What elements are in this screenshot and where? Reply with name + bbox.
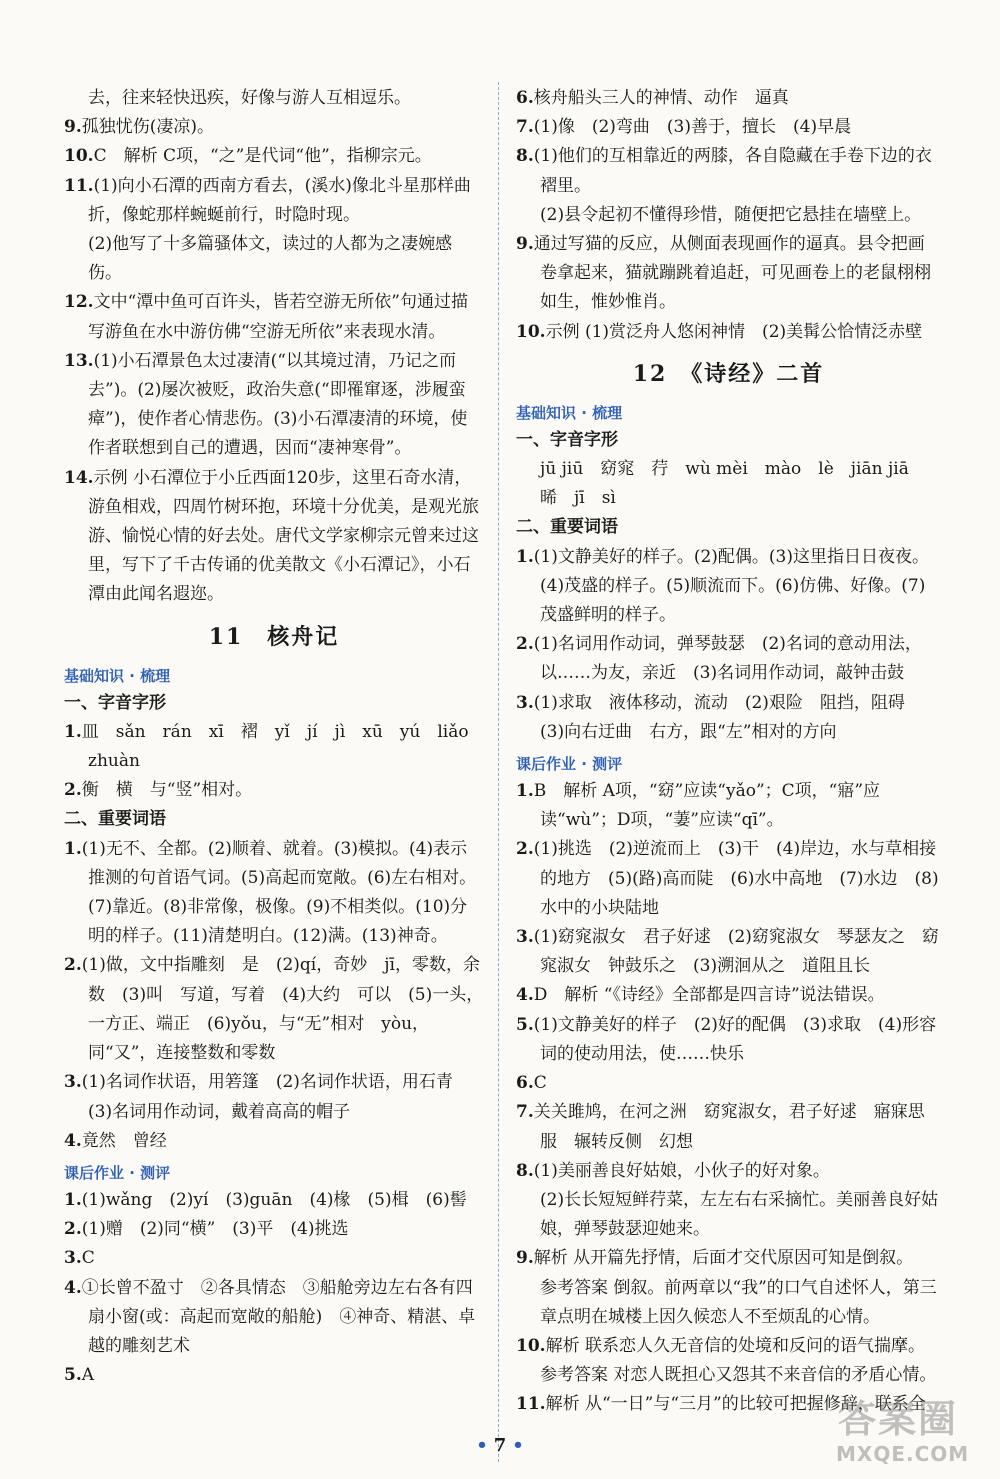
item-number: 1. <box>516 546 534 567</box>
answer-item <box>516 1011 941 1069</box>
item-number: 8. <box>516 1160 534 1181</box>
item-number: 6. <box>516 88 534 108</box>
answer-item <box>64 1274 484 1362</box>
item-text: 课后作业 · 测评 <box>516 755 623 774</box>
item-text: (1)美丽善良好姑娘，小伙子的好对象。 <box>533 1160 830 1181</box>
text-line <box>516 513 941 542</box>
item-number: 5. <box>64 1365 82 1386</box>
left-column <box>64 84 484 1390</box>
item-number: 4. <box>64 1277 82 1298</box>
answer-item <box>516 923 941 981</box>
item-number: 4. <box>64 1130 82 1151</box>
item-text: ①长曾不盈寸 ②各具情态 ③船舱旁边左右各有四扇小窗(或：高起而宽敞的船舱) ④神奇、精湛、卓越的雕刻艺术 <box>81 1277 476 1356</box>
item-number: 2. <box>64 780 82 801</box>
answer-item <box>64 1186 484 1215</box>
item-text: A <box>81 1365 95 1386</box>
answer-item <box>64 835 484 952</box>
item-number: 3. <box>516 692 534 713</box>
answer-item <box>64 1127 484 1156</box>
section-header <box>516 751 941 777</box>
item-text: (1)做，文中指雕刻 是 (2)qí，奇妙 jī，零数，余数 (3)叫 写道，写着 (4)大约 可以 (5)一头，一方正、端正 (6)yǒu，与“无”相对 yòu，同“又”，连接整数和零数 <box>81 955 484 1064</box>
item-text: 参考答案 倒叙。前两章以“我”的口气自述怀人，第三章点明在城楼上因久候恋人不至烦乱的心情。 <box>540 1277 937 1327</box>
item-text: 解析 从“一日”与“三月”的比较可把握修辞，联系全 <box>545 1394 926 1415</box>
item-text: jū jiū 窈窕 荇 wù mèi mào lè jiān jiā 晞 jī sì <box>540 459 926 509</box>
item-number: 3. <box>64 1248 82 1269</box>
answer-item <box>516 630 941 688</box>
item-number: 1. <box>64 838 82 859</box>
item-number: 9. <box>516 234 534 255</box>
item-text: 二、重要词语 <box>64 809 166 830</box>
answer-item <box>64 776 484 805</box>
item-text: C <box>81 1248 95 1269</box>
item-text: 解析 联系恋人久无音信的处境和反问的语气揣摩。 <box>545 1335 925 1356</box>
item-number: 9. <box>64 117 82 138</box>
section-header <box>64 663 484 689</box>
item-number: 3. <box>64 1072 82 1093</box>
answer-item <box>64 1361 484 1390</box>
answer-item <box>516 689 941 747</box>
watermark-logo <box>832 1380 982 1475</box>
item-number: 2. <box>516 839 534 860</box>
item-text: 示例 小石潭位于小丘西面120步，这里石奇水清，游鱼相戏，四周竹树环抱，环境十分优美，是观光旅游、愉悦心情的好去处。唐代文学家柳宗元曾来过这里，写下了千古传诵的优美散文《小石潭记》，小石潭由此闻名遐迩。 <box>88 467 479 605</box>
text-line <box>516 426 941 455</box>
item-text: (1)名词用作动词，弹琴鼓瑟 (2)名词的意动用法，以……为友，亲近 (3)名词用作动词，敲钟击鼓 <box>533 634 922 684</box>
answer-item <box>64 718 484 776</box>
item-number: 14. <box>64 467 94 488</box>
item-text: 11 核舟记 <box>208 623 340 650</box>
item-number: 1. <box>64 1189 82 1210</box>
text-line <box>516 455 941 513</box>
item-text: C <box>533 1073 547 1094</box>
item-text: 12 《诗经》二首 <box>632 360 825 387</box>
item-number: 2. <box>516 634 534 655</box>
answer-item <box>516 1098 941 1156</box>
item-number: 6. <box>516 1073 534 1094</box>
item-text: 二、重要词语 <box>516 517 618 538</box>
item-text: (2)长长短短鲜荇菜，左左右右采摘忙。美丽善良好姑娘，弹琴鼓瑟迎她来。 <box>540 1189 939 1240</box>
item-text: 核舟船头三人的神情、动作 逼真 <box>533 88 789 108</box>
watermark-bottom-text: MXQE.COM <box>836 1442 970 1466</box>
item-text: B 解析 A项，“窈”应读“yǎo”；C项，“寤”应读“wù”；D项，“萋”应读“qī”。 <box>533 781 881 831</box>
text-line <box>516 201 941 230</box>
item-text: (1)文静美好的样子。(2)配偶。(3)这里指日日夜夜。(4)茂盛的样子。(5)顺流而下。(6)仿佛、好像。(7)茂盛鲜明的样子。 <box>533 546 929 626</box>
page-number-dot: • <box>476 1435 488 1456</box>
item-text: (1)向小石潭的西南方看去，(溪水)像北斗星那样曲折，像蛇那样蜿蜒前行，时隐时现。 <box>88 175 471 225</box>
item-number: 7. <box>516 117 534 138</box>
text-line <box>64 230 484 288</box>
item-text: 课后作业 · 测评 <box>64 1163 171 1182</box>
item-number: 3. <box>516 927 534 948</box>
answer-item <box>64 113 484 142</box>
page-number-text: 7 <box>493 1435 507 1456</box>
answer-item <box>516 543 941 631</box>
item-text: C 解析 C项，“之”是代词“他”，指柳宗元。 <box>93 146 432 167</box>
item-number: 2. <box>64 1219 82 1240</box>
item-text: (1)求取 液体移动，流动 (2)艰险 阻挡，阻碍 (3)向右迂曲 右方，跟“左”相对的方向 <box>533 692 922 742</box>
answer-item <box>516 981 941 1010</box>
text-line <box>64 689 484 718</box>
item-text: 去，往来轻快迅疾，好像与游人互相逗乐。 <box>88 88 411 108</box>
item-text: 皿 sǎn rán xī 褶 yǐ jí jì xū yú liǎo zhuàn <box>81 721 486 772</box>
section-header <box>64 1160 484 1186</box>
answer-item <box>64 1244 484 1273</box>
item-number: 10. <box>516 1335 546 1356</box>
answer-item <box>516 113 941 142</box>
item-text: 关关雎鸠，在河之洲 窈窕淑女，君子好逑 寤寐思服 辗转反侧 幻想 <box>533 1102 925 1152</box>
answer-item <box>516 1157 941 1186</box>
item-number: 13. <box>64 350 94 371</box>
answer-item <box>516 1244 941 1273</box>
item-text: (2)他写了十多篇骚体文，读过的人都为之凄婉感伤。 <box>88 234 453 284</box>
item-text: 基础知识 · 梳理 <box>64 666 171 685</box>
item-text: 基础知识 · 梳理 <box>516 403 623 422</box>
item-text: 竟然 曾经 <box>81 1130 167 1151</box>
item-text: (1)挑选 (2)逆流而上 (3)干 (4)岸边，水与草相接的地方 (5)(路)高而陡 (6)水中高地 (7)水边 (8)水中的小块陆地 <box>533 839 939 918</box>
item-text: 孤独忧伤(凄凉)。 <box>81 117 215 138</box>
item-text: (2)县令起初不懂得珍惜，随便把它悬挂在墙壁上。 <box>540 204 922 225</box>
item-number: 1. <box>64 721 82 742</box>
item-text: (1)像 (2)弯曲 (3)善于，擅长 (4)早晨 <box>533 117 852 138</box>
item-number: 11. <box>64 175 94 196</box>
item-text: (1)赠 (2)同“横” (3)平 (4)挑选 <box>81 1219 349 1240</box>
item-text: (1)窈窕淑女 君子好逑 (2)窈窕淑女 琴瑟友之 窈窕淑女 钟鼓乐之 (3)溯洄从之 道阻且长 <box>533 927 939 977</box>
column-divider <box>498 82 499 1462</box>
answer-item <box>516 777 941 835</box>
item-text: 示例 (1)赏泛舟人悠闲神情 (2)美髯公恰情泛赤壁 <box>545 321 923 342</box>
item-number: 10. <box>516 321 546 342</box>
answer-item <box>64 464 484 610</box>
item-text: (1)wǎng (2)yí (3)guān (4)椽 (5)楫 (6)髻 <box>81 1189 467 1210</box>
item-text: (1)无不、全都。(2)顺着、就着。(3)模拟。(4)表示推测的句首语气词。(5)高起而宽敞。(6)左右相对。(7)靠近。(8)非常像，极像。(9)不相类似。(10)分明的样子。(11)清楚明白。(12)满。(13)神奇。 <box>81 838 477 947</box>
item-number: 5. <box>516 1014 534 1035</box>
answer-item <box>64 951 484 1068</box>
text-line <box>516 1274 941 1332</box>
item-number: 11. <box>516 1394 546 1415</box>
chapter-title <box>64 620 484 651</box>
item-number: 1. <box>516 781 534 802</box>
answer-item <box>64 347 484 464</box>
item-number: 10. <box>64 146 94 167</box>
answer-item <box>64 1068 484 1126</box>
text-line <box>64 805 484 834</box>
item-number: 2. <box>64 955 82 976</box>
item-text: (1)文静美好的样子 (2)好的配偶 (3)求取 (4)形容词的使动用法，使……快乐 <box>533 1014 937 1064</box>
section-header <box>516 400 941 426</box>
watermark-top-text: 答案圈 <box>838 1397 959 1441</box>
item-text: (1)他们的互相靠近的两膝，各自隐藏在手卷下边的衣褶里。 <box>533 146 932 196</box>
item-text: 通过写猫的反应，从侧面表现画作的逼真。县令把画卷拿起来，猫就蹦跳着追赶，可见画卷上的老鼠栩栩如生，惟妙惟肖。 <box>533 234 931 313</box>
answer-item <box>64 142 484 171</box>
item-text: 一、字音字形 <box>64 692 166 713</box>
chapter-title <box>516 357 941 388</box>
answer-item <box>516 230 941 318</box>
answer-item <box>516 318 941 347</box>
answer-item <box>516 1069 941 1098</box>
item-text: 衡 横 与“竖”相对。 <box>81 780 253 801</box>
item-text: 一、字音字形 <box>516 429 618 450</box>
page-number-dot: • <box>512 1435 524 1456</box>
right-column <box>516 84 941 1420</box>
item-number: 8. <box>516 146 534 167</box>
item-number: 9. <box>516 1248 534 1269</box>
answer-item <box>64 288 484 346</box>
text-line <box>64 84 484 113</box>
item-text: (1)名词作状语，用箬篷 (2)名词作状语，用石青 (3)名词用作动词，戴着高高的帽子 <box>81 1072 470 1122</box>
answer-item <box>516 835 941 923</box>
text-line <box>516 1186 941 1244</box>
item-text: 文中“潭中鱼可百许头，皆若空游无所依”句通过描写游鱼在水中游仿佛“空游无所依”来表现水清。 <box>88 292 468 342</box>
item-text: 参考答案 对恋人既担心又怨其不来音信的矛盾心情。 <box>540 1365 937 1386</box>
item-text: D 解析 “《诗经》全部都是四言诗”说法错误。 <box>533 985 885 1006</box>
item-number: 7. <box>516 1102 534 1123</box>
answer-item <box>516 1332 941 1361</box>
answer-item <box>516 142 941 200</box>
item-text: 解析 从开篇先抒情，后面才交代原因可知是倒叙。 <box>533 1248 914 1269</box>
item-number: 4. <box>516 985 534 1006</box>
answer-item <box>64 172 484 230</box>
answer-item <box>516 84 941 113</box>
answer-item <box>64 1215 484 1244</box>
item-text: (1)小石潭景色太过凄清(“以其境过清，乃记之而去”)。(2)屡次被贬，政治失意(“即罹窜逐，涉履蛮瘴”)，使作者心情悲伤。(3)小石潭凄清的环境，使作者联想到自己的遭遇，因而“凄神寒骨”。 <box>88 350 468 459</box>
item-number: 12. <box>64 292 94 313</box>
